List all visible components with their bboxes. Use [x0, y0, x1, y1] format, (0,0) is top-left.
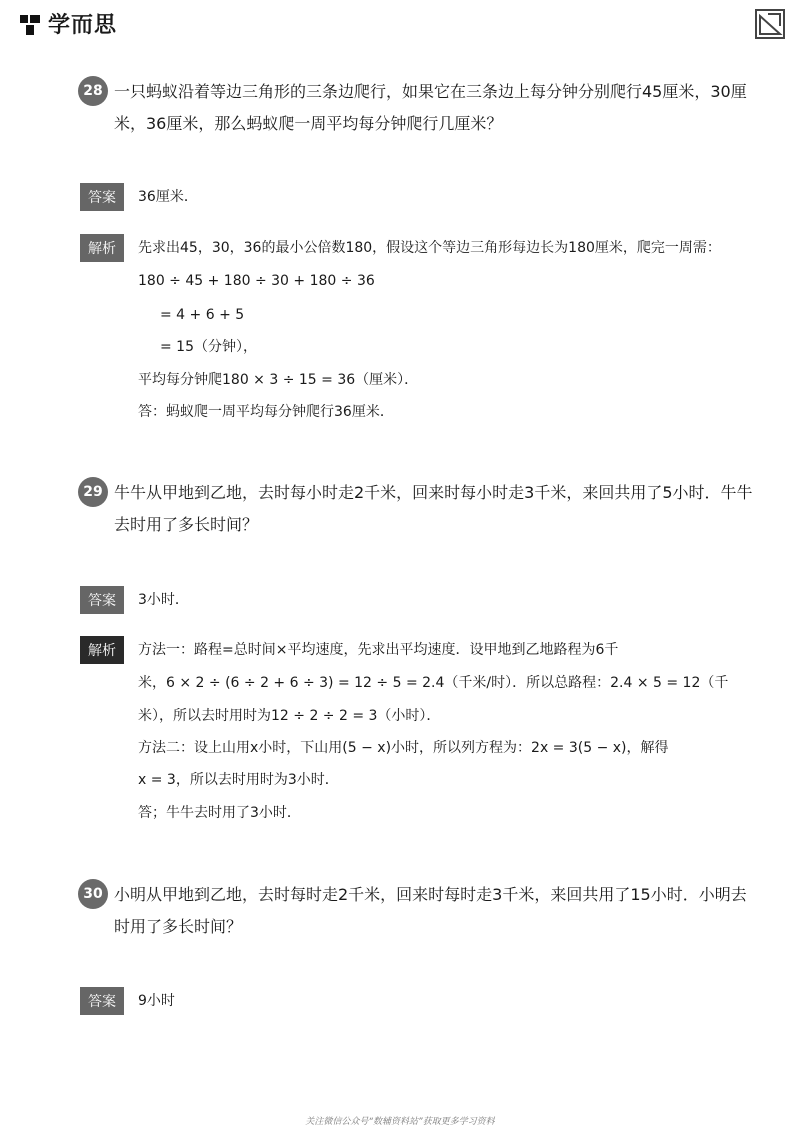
- logo-icon: [18, 11, 44, 37]
- analysis-line: 答：蚂蚁爬一周平均每分钟爬行36厘米．: [138, 404, 394, 420]
- analysis-tag: 解析: [80, 234, 124, 262]
- question-line: 牛牛从甲地到乙地，去时每小时走2千米，回来时每小时走3千米，来回共用了5小时．牛牛: [114, 483, 753, 502]
- analysis-line: 米），所以去时用时为12 ÷ 2 ÷ 2 = 3（小时）．: [138, 708, 441, 724]
- brand-logo: [18, 8, 117, 39]
- question-number: 30: [78, 879, 108, 909]
- analysis-line: 方法二：设上山用x小时，下山用(5 − x)小时，所以列方程为：2x = 3(5 − x)，解得: [138, 740, 669, 756]
- question-line: 米，36厘米，那么蚂蚁爬一周平均每分钟爬行几厘米？: [114, 114, 503, 133]
- analysis-line: 180 ÷ 45 + 180 ÷ 30 + 180 ÷ 36: [138, 273, 375, 289]
- question-line: 去时用了多长时间？: [114, 515, 259, 534]
- question-text: [114, 76, 747, 140]
- analysis-line: 先求出45，30，36的最小公倍数180，假设这个等边三角形每边长为180厘米，爬完一周需：: [138, 240, 721, 256]
- analysis-line: 方法一：路程=总时间×平均速度，先求出平均速度．设甲地到乙地路程为6千: [138, 642, 619, 658]
- footer-note: 关注微信公众号“数辅资料站”获取更多学习资料: [305, 1117, 495, 1127]
- answer-text: 36厘米．: [138, 189, 198, 205]
- question-line: 一只蚂蚁沿着等边三角形的三条边爬行，如果它在三条边上每分钟分别爬行45厘米，30厘: [114, 82, 747, 101]
- question-number: 29: [78, 477, 108, 507]
- answer-tag: 答案: [80, 987, 124, 1015]
- analysis-line: 米，6 × 2 ÷ (6 ÷ 2 + 6 ÷ 3) = 12 ÷ 5 = 2.4（千米/时）．所以总路程：2.4 × 5 = 12（千: [138, 675, 729, 691]
- analysis-line: x = 3，所以去时用时为3小时．: [138, 772, 339, 788]
- analysis-line: = 4 + 6 + 5: [160, 307, 245, 323]
- question-number: 28: [78, 76, 108, 106]
- question-line: 小明从甲地到乙地，去时每时走2千米，回来时每时走3千米，来回共用了15小时．小明去: [114, 885, 747, 904]
- analysis-line: 答；牛牛去时用了3小时．: [138, 805, 301, 821]
- question-text: [114, 477, 753, 541]
- analysis-line: = 15（分钟），: [160, 339, 257, 355]
- answer-tag: 答案: [80, 183, 124, 211]
- answer-text: 3小时．: [138, 592, 189, 608]
- answer-text: 9小时: [138, 993, 175, 1009]
- brand-name: 学而思: [48, 13, 118, 38]
- analysis-line: 平均每分钟爬180 × 3 ÷ 15 = 36（厘米）．: [138, 372, 419, 388]
- corner-emblem-icon: [754, 8, 786, 40]
- analysis-tag: 解析: [80, 636, 124, 664]
- answer-tag: 答案: [80, 586, 124, 614]
- question-line: 时用了多长时间？: [114, 917, 243, 936]
- question-text: [114, 879, 747, 943]
